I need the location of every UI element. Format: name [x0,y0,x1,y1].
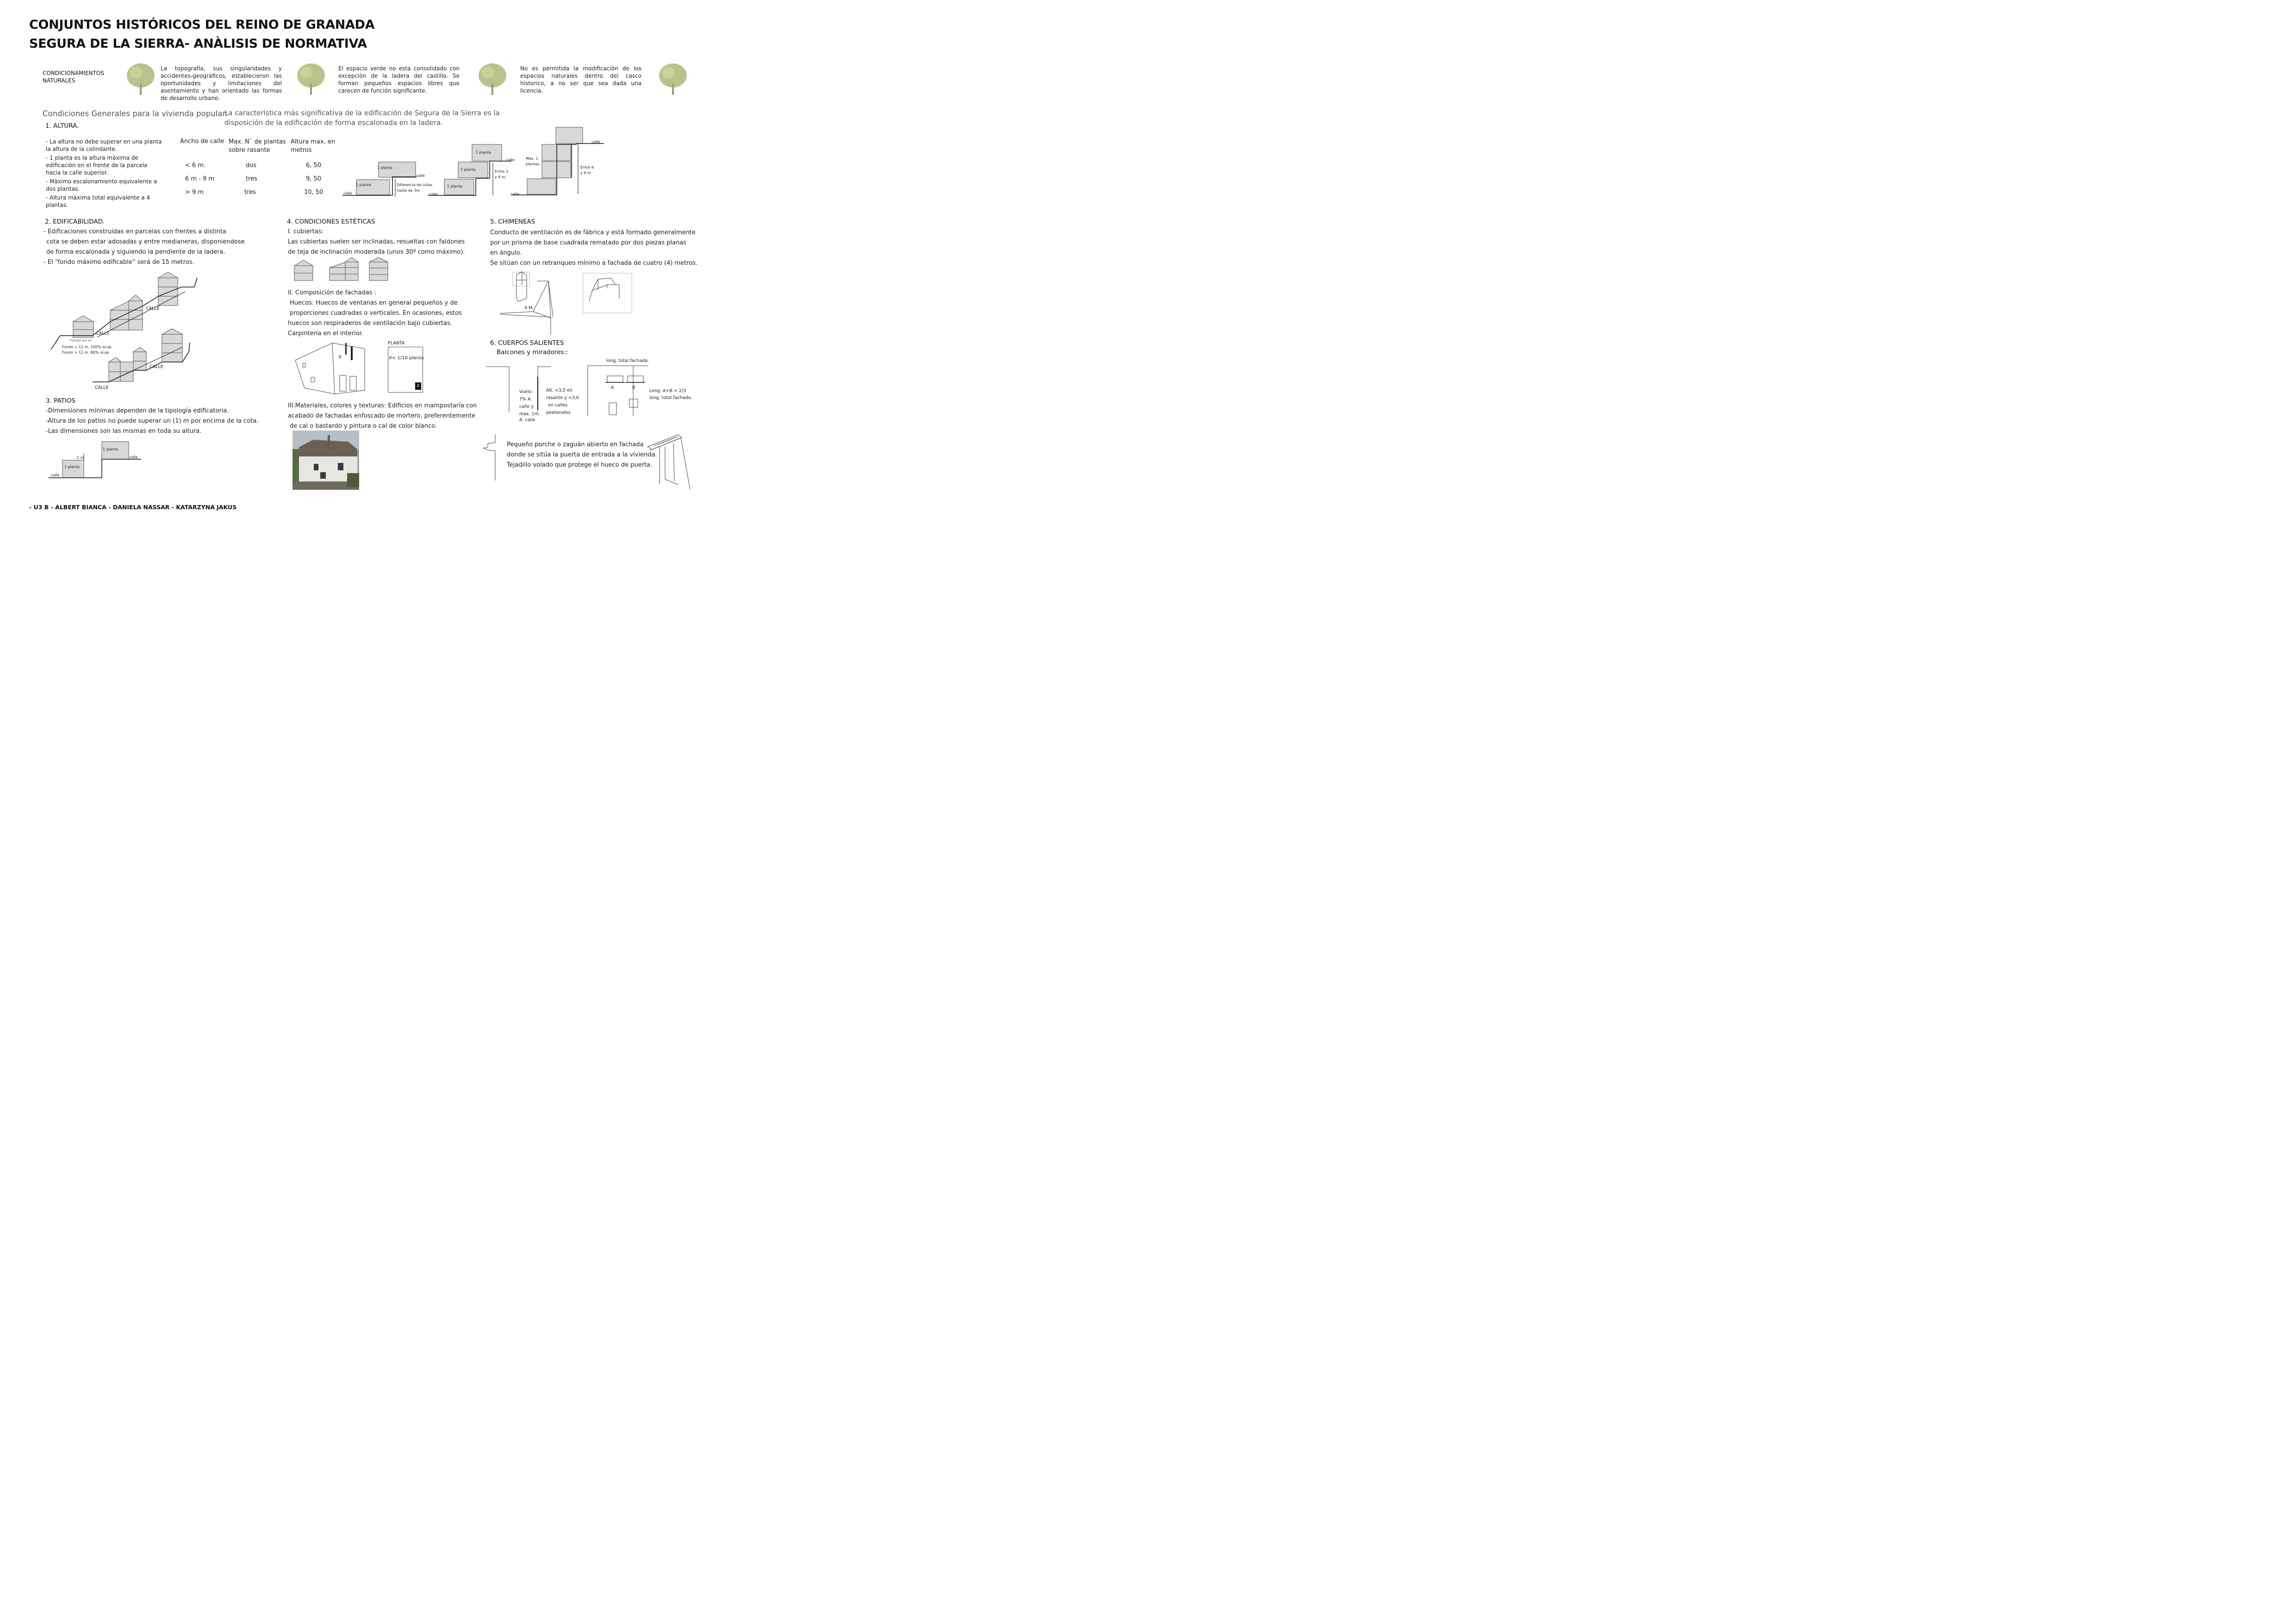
diagram-label: plantas [526,162,540,166]
altura-bullet: - Altura màxima total equivalente a 4 plantas. [46,194,150,208]
general-intro: La característica más significativa de la edificación de Segura de la Sierra es la disposición de la edificación de forma escalonada en la ladera. [224,109,500,127]
natural-paragraph-1: La topografía, sus singularidades y accidentes-geográficos, establecieron las oportunidades y limitaciones del asentamiento y han orientado las formas de desarrollo urbano. [161,65,282,101]
diagram-label: calle [591,140,600,144]
diagram-label: Max. 2 [526,156,538,161]
tree-icon [125,62,156,95]
natural-paragraph-3: No es permitida la modificaciòn de los espacios naturales dentro del casco historico, a no ser que sea dada una licencia. [520,65,641,94]
planta-rule: X< 1/10 planta [389,356,424,361]
porche-section-diagram [481,434,500,481]
diagram-label: 1 planta [377,166,392,170]
patios-text [46,406,258,437]
tree-icon [295,62,327,95]
general-heading: Condiciones Generales para la vivienda popular: [43,109,228,118]
diagram-label-fondo: Fondo > 12 m. 80% ocup [62,350,109,355]
chimenea-diagrams [500,271,632,336]
long-total-label: long. total fachada. [606,358,649,363]
diagram-label: 1 planta [356,183,371,187]
table-header-plantas: Max. N` de plantas sobre rasante [229,138,286,154]
alt-line: Alt. <3,5 en [546,388,572,393]
esteticas-materiales [288,401,477,431]
diagram-label: calle [416,174,425,178]
esteticas-line: Carpinteria en el interior. [288,330,363,337]
alt-line: peatonales [546,410,571,415]
patios-line: -Dimensiones mínimas dependen de la tipología edificatoria. [46,407,229,414]
diagram-label: y 6 m. [495,175,507,179]
diagram-label: 1 planta [476,150,491,155]
table-cell: > 9 m [185,189,204,196]
chimeneas-line: en ángulo. [490,250,522,256]
planta-label: PLANTA [388,341,405,346]
altura-bullets [46,138,164,209]
edificabilidad-diagram [51,278,208,391]
chimeneas-text [490,228,697,269]
altura-bullet: - Màximo escalonamiento equivalente a dos plantas. [46,178,157,192]
diagram-label: 1 m [77,456,84,460]
diagram-label-fondo: Fondo < 12 m. 100% ocup. [62,345,113,349]
esteticas-line: Las cubiertas suelen ser inclinadas, resueltas con faldones [288,238,465,245]
tree-icon [657,62,689,95]
title-line-2: SEGURA DE LA SIERRA- ANÀLISIS DE NORMATIVA [29,37,367,51]
table-cell: 6 m - 9 m [185,175,215,182]
diagram-label: 1 planta [447,184,462,188]
edificabilidad-line: de forma escalonada y siguiendo la pendiente de la ladera. [46,249,225,256]
poster-page [0,0,740,524]
edificabilidad-line: - El “fondo máximo edificable” será de 15 metros. [44,259,194,266]
patios-line: -Altura de los patios no puede superar un (1) m por encima de la cota. [46,418,259,425]
chimeneas-line: Conducto de ventilación es de fábrica y está formado generalmente [490,229,696,236]
facade-sketch [295,339,379,393]
chimenea-4m-label: 4 M. [524,306,534,311]
altura-diagram-3 [511,126,604,195]
porche-text [507,440,657,470]
diagram-label: 1 planta [103,447,118,451]
alt-line: en calles [548,403,568,408]
table-cell: 6, 50 [306,162,322,169]
porche-line: Pequeño porche o zaguán abierto en fachada [507,441,644,448]
diagram-label: calle [51,473,60,477]
altura-bullet: - 1 planta es la altura màxima de edificaciòn en el frente de la parcela hacia la calle superior. [46,155,148,176]
balcon-section-diagram [486,366,551,412]
diagram-label-calle: CALLE [149,364,163,369]
vuelo-text [519,388,540,418]
edificabilidad-text [44,227,245,268]
table-cell: 9, 50 [306,175,322,182]
cuerpos-heading: 6. CUERPOS SALIENTES [490,339,564,347]
diagram-label: 1 planta [460,168,476,172]
alt-line: rasante y <3,0 [546,395,579,400]
patios-diagram [49,441,141,479]
balcon-a-label: A [611,385,614,390]
diagram-label-calle: CALLE [95,385,109,390]
chimeneas-line: por un prisma de base cuadrada rematado por dos piezas planas [490,239,687,246]
diagram-label-fondo: Fondo en m [70,338,92,343]
diagram-label: hasta de 3m [397,188,420,193]
table-cell: tres [246,175,257,182]
tree-icon [477,62,508,95]
altura-bullet: - La altura no debe superar en una planta la altura de la colindante. [46,138,162,152]
diagram-label: Entre 3 [495,169,508,174]
edificabilidad-heading: 2. EDIFICABILIDAD. [45,218,105,225]
balcon-b-label: B [632,385,635,390]
porche-sketch [646,433,692,491]
vuelo-line: A. calle [519,418,535,423]
esteticas-line: III.Materiales, colores y texturas: Edificios en mampostaría con [288,402,477,409]
esteticas-line: Huecos: Huecos de ventanas en general pequeños y de [290,300,458,306]
natural-paragraph-2: El espacio verde no esta consolidado con excepciòn de la ladera del castillo. Se forman pequeños espacios libres que carecen de funciòn significante. [338,65,460,94]
edificabilidad-line: - Edificaciones construidas en parcelas con frentes a distinta [44,228,226,235]
table-cell: dos [246,162,256,169]
chimeneas-line: Se sitúan con un retranqueo mínimo a fachada de cuatro (4) metros. [490,260,698,267]
porche-line: Tejadillo volado que protege el hueco de puerta. [507,462,653,468]
patios-line: -Las dimensiones son las mismas en toda su altura. [46,428,202,435]
table-cell: < 6 m. [185,162,206,169]
planta-x-marker: X [415,382,421,390]
diagram-label-calle: CALLE [96,331,110,336]
diagram-label: calle [510,192,519,196]
balcon-rule: Long. A+B < 2/3 [649,388,686,394]
diagram-label: Entre 6 [580,165,594,169]
table-cell: tres [244,189,256,196]
village-house-photo [292,431,359,490]
table-cell: 10, 50 [304,189,324,196]
esteticas-line: de cal o bastardo y pintura o cal de color blanco. [290,423,437,430]
esteticas-line: de teja de inclinación moderada (unos 30º como máximo). [288,249,465,256]
diagram-label: calle [506,158,515,162]
edificabilidad-line: cota se deben estar adosadas y entre medianeras, disponiendose [46,238,245,245]
esteticas-heading: 4. CONDICIONES ESTÈTICAS [287,218,375,225]
diagram-label: calle [129,455,138,459]
esteticas-line: huecos son respiraderos de ventilación bajo cubiertas. [288,320,452,327]
patios-heading: 3. PATIOS [46,397,76,405]
natural-heading-line-1: CONDICIONAMIENTOS [43,70,104,76]
natural-heading-line-2: NATURALES [43,77,75,84]
cubiertas-diagram [292,257,393,285]
porche-line: donde se sitúa la puerta de entrada a la vivienda. [507,451,657,458]
diagram-label-calle: CALLE [146,306,160,311]
vuelo-line: calle y [519,404,534,409]
diagram-label: calle [343,191,352,195]
diagram-label: 1 planta [64,465,80,469]
vuelo-line: Vuelo: [519,389,533,394]
esteticas-line: proporciones cuadradas o verticales. En ocasiones, estos [290,310,462,317]
diagram-label: calle [429,192,438,196]
footer-authors: - U3 B - ALBERT BIANCA - DANIELA NASSAR - KATARZYNA JAKUS [29,504,237,511]
diagram-label: Diferencia de cotas [397,183,433,187]
balcon-elevation-diagram [588,365,648,416]
natural-heading [43,69,104,84]
facade-x-label: X [338,355,342,360]
alt-text [546,387,579,417]
balcon-rule: long. total fachada. [649,395,692,400]
vuelo-line: 7% A. [519,397,532,402]
table-header-altura: Altura max. en metros [291,138,336,154]
altura-heading: 1. ALTURA. [45,122,79,130]
table-header-ancho: Ancho de calle [180,138,224,145]
esteticas-cubiertas [288,227,465,257]
esteticas-line: II. Composición de fachadas : [288,289,377,296]
cuerpos-subheading: Balcones y miradores:: [497,349,568,356]
esteticas-line: acabado de fachadas enfoscado de mortero, preferentemente [288,412,476,419]
vuelo-line: max. 1m. [519,412,541,417]
esteticas-line: I. cubiertas: [288,228,324,235]
esteticas-composicion [288,288,462,339]
title-line-1: CONJUNTOS HISTÓRICOS DEL REINO DE GRANADA [29,18,375,32]
chimeneas-heading: 5. CHIMENEAS [490,218,535,225]
diagram-label: y 9 m. [580,171,592,175]
